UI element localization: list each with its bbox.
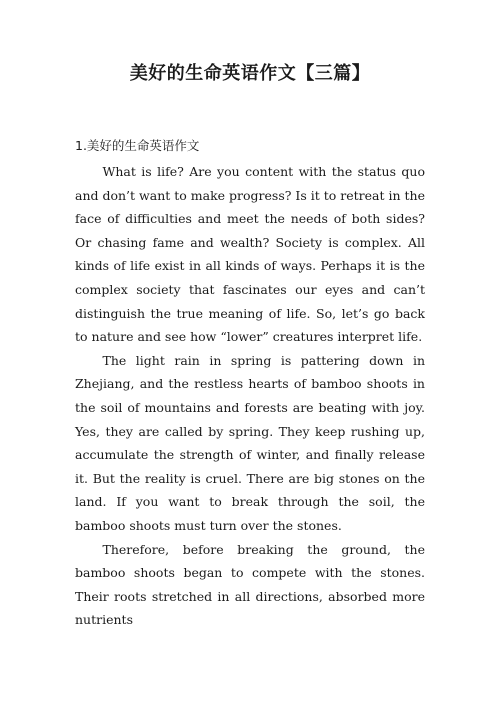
paragraph: Therefore, before breaking the ground, the bamboo shoots began to compete with the stones. Their roots stretched in all directions, absorbed more nutrients <box>75 541 425 628</box>
document-title: 美好的生命英语作文【三篇】 <box>129 63 371 84</box>
document-body <box>75 160 425 632</box>
paragraph: The light rain in spring is pattering down in Zhejiang, and the restless hearts of bamboo shoots in the soil of mountains and forests are beating with joy. Yes, they are called by spring. They keep rushing up, accumulate the strength of winter, and finally release it. But the reality is cruel. There are big stones on the land. If you want to break through the soil, the bamboo shoots must turn over the stones. <box>75 352 425 533</box>
section-heading: 1.美好的生命英语作文 <box>75 138 200 153</box>
paragraph: What is life? Are you content with the status quo and don’t want to make progress? Is it to retreat in the face of difficulties and meet the needs of both sides? Or chasing fame and wealth? Society is complex. All kinds of life exist in all kinds of ways. Perhaps it is the complex society that fascinates our eyes and can’t distinguish the true meaning of life. So, let’s go back to nature and see how “lower” creatures interpret life. <box>75 164 425 345</box>
